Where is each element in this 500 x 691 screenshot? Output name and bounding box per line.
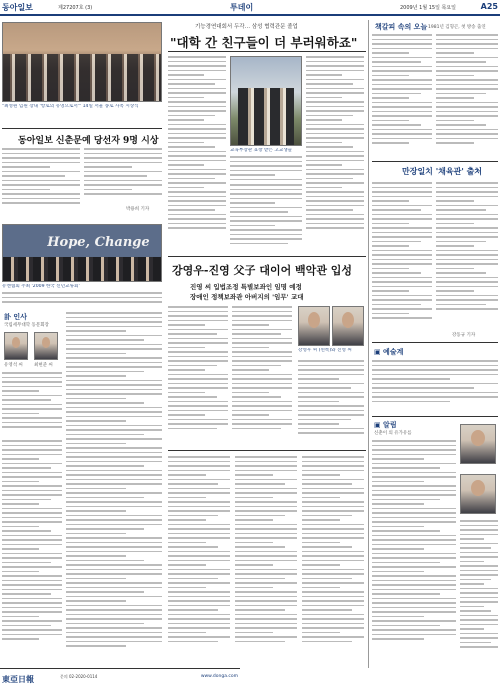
divider (372, 342, 498, 343)
footer-url-link[interactable]: www.donga.com (200, 674, 238, 679)
divider (372, 161, 498, 162)
column-kicker: 책갈피 속의 오늘 (375, 23, 428, 31)
column-body-col-2 (436, 34, 498, 158)
notice-portrait-1 (460, 424, 496, 464)
center-bottom-col-1 (168, 456, 230, 666)
hope-photo-caption: 유엔협회 주최 '2009 한국 신년교류회' (2, 284, 80, 289)
hope-banner-text: Hope, Change (47, 235, 150, 251)
story2-portrait-2 (332, 306, 364, 346)
story2-portrait-1 (298, 306, 330, 346)
story2-body-col-1 (168, 306, 228, 446)
story2-subhead-2: 장애인 정책보좌관 아버지의 '임무' 교대 (190, 293, 304, 301)
story2-body-col-2 (232, 306, 292, 446)
feature-photo (230, 56, 302, 146)
hope-change-photo (2, 224, 162, 282)
feature-body-col-2 (230, 184, 302, 252)
column-body-col-1 (372, 34, 432, 158)
event-header: ▣ 예술계 (374, 348, 404, 356)
portrait-name-2: 최현준 씨 (34, 363, 53, 368)
news-body-col-2 (84, 148, 162, 205)
left-bottom-body-2 (2, 440, 62, 666)
story2-subhead-1: 진영 씨 입법조정 특별보좌인 임명 예정 (190, 283, 302, 291)
issue-date: 2009년 1월 15일 목요일 (400, 5, 457, 11)
feature-caption-text (230, 156, 302, 180)
divider (168, 450, 366, 451)
footer-logo: 東亞日報 (2, 674, 34, 684)
feature-kicker: 기능경연대회서 두각… 삼성 협력관문 졸업 (195, 24, 298, 30)
obituary-sub: 국립세무대학 동문회장 (4, 323, 49, 328)
column-divider (368, 20, 369, 668)
notice-header: ▣ 알림 (374, 421, 397, 429)
photo-caption: "최성원 임원 장내 '항로의 유영으로서'" 14일 서울 종로 사옥 시상식 (2, 104, 139, 109)
event-body (372, 360, 498, 412)
feature-photo-caption: 교육부장관 표창 받은 고교생들 (230, 148, 293, 153)
portrait-name-1: 유영석 씨 (4, 363, 23, 368)
column-year: 1981년 김형곤, 첫 방송 출연 (428, 25, 486, 30)
footer-divider (0, 668, 240, 669)
portrait-photo-1 (4, 332, 28, 360)
center-bottom-col-3 (302, 456, 364, 666)
left-bottom-body (66, 312, 162, 668)
news-headline: 동아일보 신춘문예 당선자 9명 시상 (18, 136, 159, 146)
story2-headline: 강영우-진영 父子 대이어 백악관 입성 (172, 264, 353, 277)
divider (2, 128, 162, 129)
divider (372, 416, 498, 417)
edition-number: 제27207호 (3) (58, 5, 93, 11)
obituary-header: 訃 인사 (4, 313, 27, 321)
divider (168, 256, 366, 257)
award-ceremony-photo (2, 22, 162, 102)
feature-headline: "대학 간 친구들이 더 부러워하죠" (170, 35, 358, 50)
news-byline: 박용희 기자 (126, 207, 150, 212)
page-number: A25 (480, 2, 498, 11)
newspaper-name: 동아일보 (2, 2, 33, 12)
obituary-body (2, 372, 62, 432)
footer (0, 670, 240, 691)
feature-body-col-3 (306, 56, 364, 252)
notice-sub: 신춘이 의 유가유를 (374, 431, 412, 436)
column2-title: 만장일치 '채육관' 출처 (402, 167, 483, 176)
notice-portrait-2 (460, 474, 496, 514)
column2-body-col-1 (372, 182, 432, 338)
column2-byline: 강동규 기자 (452, 333, 476, 338)
divider (168, 51, 366, 52)
portrait-photo-2 (34, 332, 58, 360)
footer-contact: 문의 02-2020-0114 (60, 674, 98, 679)
story2-body-col-3 (298, 360, 364, 446)
notice-body-col-2 (460, 520, 498, 666)
story2-photo-caption: 강영우 씨 (왼쪽)와 진영 씨 (298, 348, 352, 353)
column2-body-col-2 (436, 182, 498, 330)
news-body-col-1 (2, 148, 80, 211)
section-title: 투데이 (230, 3, 254, 12)
center-bottom-col-2 (235, 456, 297, 666)
hope-caption-text (2, 292, 162, 308)
feature-body-col-1 (168, 56, 226, 252)
notice-body-col-1 (372, 440, 456, 666)
masthead (0, 0, 500, 16)
